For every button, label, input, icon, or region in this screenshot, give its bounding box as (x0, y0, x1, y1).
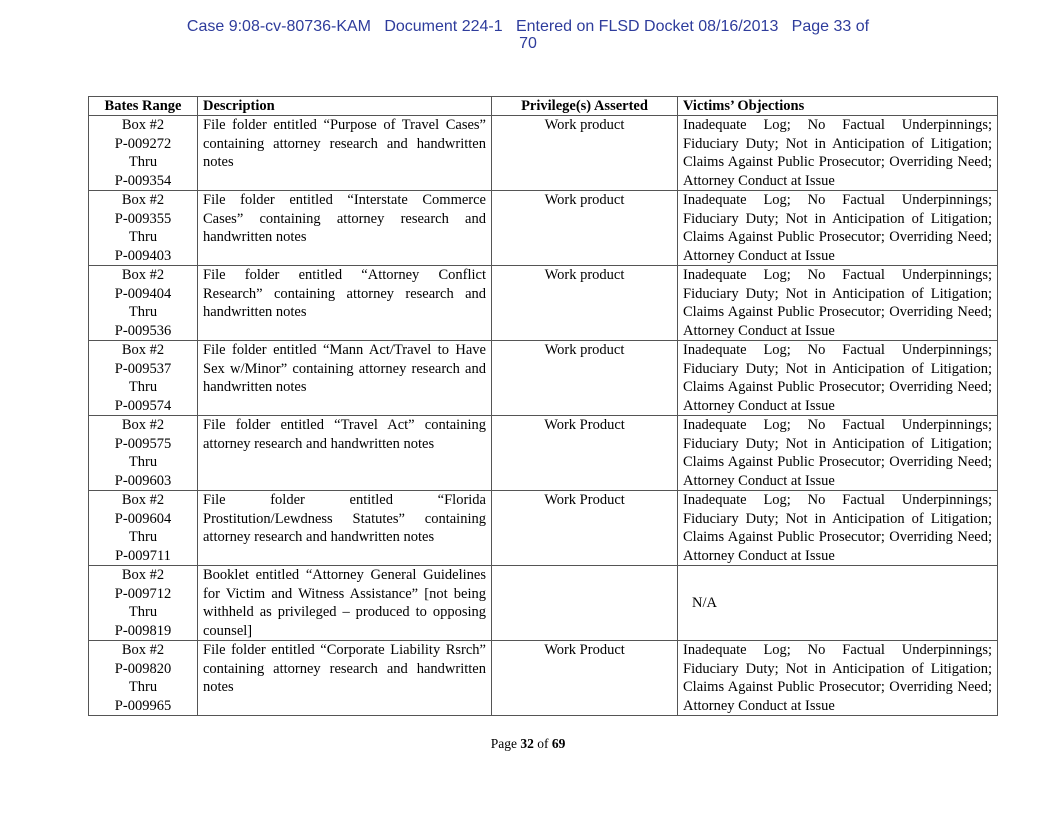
bates-line: Thru (128, 379, 158, 395)
table-row (89, 191, 998, 266)
description-cell: File folder entitled “Purpose of Travel Cases” containing attorney research and handwritten notes (198, 116, 492, 191)
bates-line: Thru (128, 604, 158, 620)
footer-of-word: of (537, 736, 549, 751)
privilege-cell: Work product (492, 191, 678, 266)
bates-line: P-009575 (114, 435, 172, 452)
footer-page-number: 32 (520, 736, 534, 751)
description-cell: File folder entitled “Mann Act/Travel to Have Sex w/Minor” containing attorney research and handwritten notes (198, 341, 492, 416)
bates-line: Box #2 (121, 567, 165, 583)
case-header-line-2: 70 (519, 35, 537, 52)
bates-line: P-009820 (114, 660, 172, 677)
bates-line: P-009574 (114, 397, 172, 414)
bates-line: P-009819 (114, 622, 172, 639)
table-row (89, 416, 998, 491)
bates-line: Thru (128, 529, 158, 545)
footer-page-word: Page (490, 736, 517, 751)
bates-line: P-009604 (114, 510, 172, 527)
bates-line: Thru (128, 679, 158, 695)
bates-line: Box #2 (121, 642, 165, 658)
description-cell: File folder entitled “Travel Act” containing attorney research and handwritten notes (198, 416, 492, 491)
privilege-cell: Work Product (492, 641, 678, 716)
bates-line: P-009536 (114, 322, 172, 339)
table-row (89, 266, 998, 341)
bates-line: P-009965 (114, 697, 172, 714)
bates-line: P-009603 (114, 472, 172, 489)
bates-line: Box #2 (121, 342, 165, 358)
objections-cell: Inadequate Log; No Factual Underpinnings; Fiduciary Duty; Not in Anticipation of Litigation; Claims Against Public Prosecutor; Overriding Need; Attorney Conduct at Issue (678, 341, 998, 416)
bates-range-cell (89, 416, 198, 491)
bates-range-cell (89, 491, 198, 566)
bates-line: Box #2 (121, 267, 165, 283)
objections-cell: Inadequate Log; No Factual Underpinnings; Fiduciary Duty; Not in Anticipation of Litigation; Claims Against Public Prosecutor; Overriding Need; Attorney Conduct at Issue (678, 641, 998, 716)
bates-line: P-009711 (115, 547, 171, 564)
bates-line: Box #2 (121, 192, 165, 208)
bates-line: P-009355 (114, 210, 172, 227)
description-cell: File folder entitled “Interstate Commerce Cases” containing attorney research and handwritten notes (198, 191, 492, 266)
objections-cell: Inadequate Log; No Factual Underpinnings; Fiduciary Duty; Not in Anticipation of Litigation; Claims Against Public Prosecutor; Overriding Need; Attorney Conduct at Issue (678, 116, 998, 191)
bates-line: Box #2 (121, 117, 165, 133)
bates-line: P-009403 (114, 247, 172, 264)
privilege-log-table (88, 96, 998, 716)
column-header-bates-range: Bates Range (89, 97, 198, 116)
column-header-privileges: Privilege(s) Asserted (492, 97, 678, 116)
description-cell: File folder entitled “Corporate Liability Rsrch” containing attorney research and handwritten notes (198, 641, 492, 716)
privilege-cell: Work product (492, 341, 678, 416)
description-cell: Booklet entitled “Attorney General Guidelines for Victim and Witness Assistance” [not being withheld as privileged – produced to opposing counsel] (198, 566, 492, 641)
table-row (89, 641, 998, 716)
description-cell: File folder entitled “Attorney Conflict Research” containing attorney research and handwritten notes (198, 266, 492, 341)
objections-cell: N/A (678, 566, 998, 641)
table-header-row (89, 97, 998, 116)
bates-range-cell (89, 566, 198, 641)
privilege-cell: Work product (492, 266, 678, 341)
table-row (89, 116, 998, 191)
objections-cell: Inadequate Log; No Factual Underpinnings; Fiduciary Duty; Not in Anticipation of Litigation; Claims Against Public Prosecutor; Overriding Need; Attorney Conduct at Issue (678, 491, 998, 566)
bates-line: P-009272 (114, 135, 172, 152)
objections-cell: Inadequate Log; No Factual Underpinnings; Fiduciary Duty; Not in Anticipation of Litigation; Claims Against Public Prosecutor; Overriding Need; Attorney Conduct at Issue (678, 266, 998, 341)
bates-line: Thru (128, 454, 158, 470)
bates-line: Thru (128, 229, 158, 245)
bates-range-cell (89, 116, 198, 191)
bates-line: P-009354 (114, 172, 172, 189)
bates-line: Thru (128, 304, 158, 320)
bates-range-cell (89, 641, 198, 716)
table-row (89, 491, 998, 566)
privilege-cell (492, 566, 678, 641)
table-row (89, 566, 998, 641)
bates-line: P-009404 (114, 285, 172, 302)
bates-line: P-009712 (114, 585, 172, 602)
column-header-victims-objections: Victims’ Objections (678, 97, 998, 116)
bates-line: P-009537 (114, 360, 172, 377)
bates-line: Thru (128, 154, 158, 170)
bates-range-cell (89, 266, 198, 341)
bates-range-cell (89, 341, 198, 416)
table-body (89, 116, 998, 716)
privilege-cell: Work product (492, 116, 678, 191)
privilege-cell: Work Product (492, 416, 678, 491)
bates-line: Box #2 (121, 492, 165, 508)
footer-page-total: 69 (551, 736, 566, 751)
case-header-line: Case 9:08-cv-80736-KAM Document 224-1 Entered on FLSD Docket 08/16/2013 Page 33 of (186, 18, 870, 35)
page-footer (0, 736, 1056, 752)
objections-cell: Inadequate Log; No Factual Underpinnings; Fiduciary Duty; Not in Anticipation of Litigation; Claims Against Public Prosecutor; Overriding Need; Attorney Conduct at Issue (678, 191, 998, 266)
column-header-description: Description (198, 97, 492, 116)
case-header (0, 18, 1056, 52)
table-row (89, 341, 998, 416)
bates-range-cell (89, 191, 198, 266)
description-cell: File folder entitled “Florida Prostitution/Lewdness Statutes” containing attorney research and handwritten notes (198, 491, 492, 566)
privilege-cell: Work Product (492, 491, 678, 566)
bates-line: Box #2 (121, 417, 165, 433)
objections-cell: Inadequate Log; No Factual Underpinnings; Fiduciary Duty; Not in Anticipation of Litigation; Claims Against Public Prosecutor; Overriding Need; Attorney Conduct at Issue (678, 416, 998, 491)
